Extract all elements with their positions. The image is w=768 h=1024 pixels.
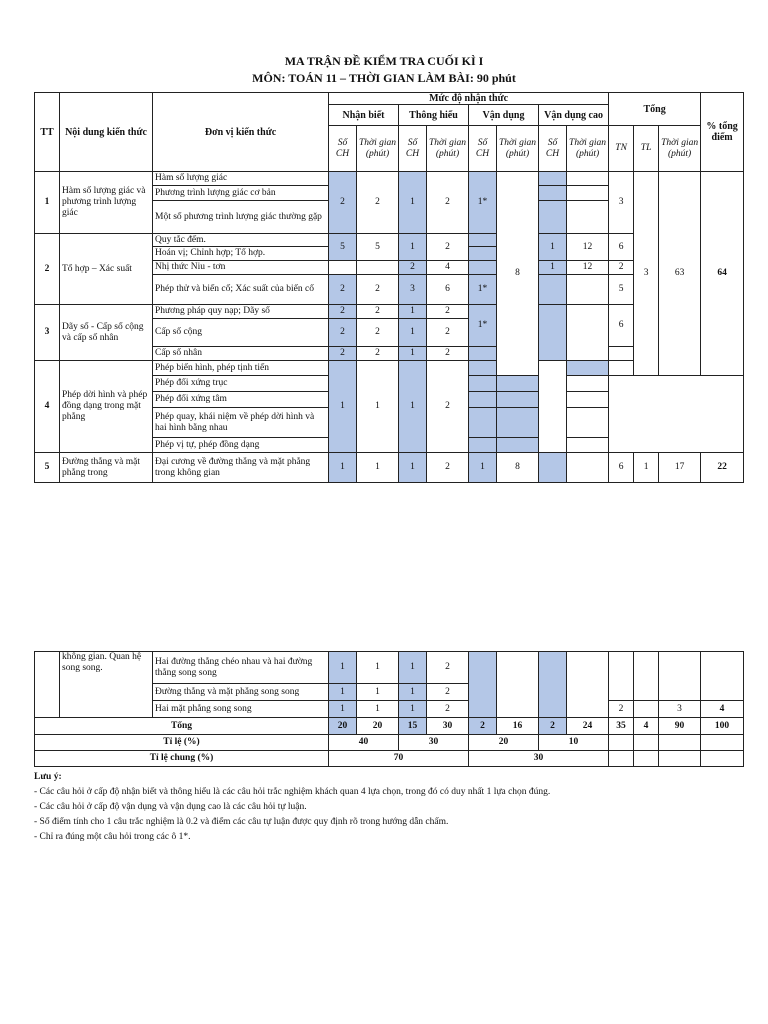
tong-thoi-gian: 17: [659, 453, 701, 483]
vd-so-ch: [469, 376, 497, 392]
topic-name: không gian. Quan hệ song song.: [60, 652, 153, 718]
vd-thoi-gian: 8: [497, 172, 539, 376]
ratio-general-label: Tỉ lệ chung (%): [35, 751, 329, 767]
ratio-empty: [609, 735, 634, 751]
total-tg: 90: [659, 718, 701, 735]
unit-name: Hai mặt phẳng song song: [153, 701, 329, 718]
tong-tn: 5: [609, 275, 634, 305]
vd-so-ch: [469, 438, 497, 453]
matrix-table: [34, 92, 744, 483]
nb-thoi-gian: 1: [357, 453, 399, 483]
unit-name: Phép thử và biến cố; Xác suất của biến cố: [153, 275, 329, 305]
note-item: - Chỉ ra đúng một câu hỏi trong các ô 1*.: [34, 832, 191, 842]
vd-thoi-gian: [609, 347, 634, 361]
vd-so-ch: [469, 408, 497, 438]
vdc-so-ch: [539, 275, 567, 305]
th-so-ch: 1: [399, 453, 427, 483]
vdc-thoi-gian: [567, 376, 609, 392]
nb-so-ch: 1: [329, 684, 357, 701]
tong-tn: 6: [609, 305, 634, 347]
header-content: Nội dung kiến thức: [60, 93, 153, 172]
vdc-thoi-gian: [567, 392, 609, 408]
nb-so-ch: 1: [329, 652, 357, 684]
total-label: Tổng: [35, 718, 329, 735]
nb-so-ch: 2: [329, 319, 357, 347]
tong-tl: 3: [634, 172, 659, 376]
note-item: - Các câu hỏi ở cấp độ nhận biết và thông hiểu là các câu hỏi trắc nghiệm khách quan 4 lựa chọn, trong đó có duy nhất 1 lựa chọn đúng.: [34, 787, 551, 797]
vd-so-ch: [469, 392, 497, 408]
page-subtitle: MÔN: TOÁN 11 – THỜI GIAN LÀM BÀI: 90 phút: [252, 71, 516, 85]
header-thoi-gian: Thời gian (phút): [427, 126, 469, 172]
vdc-so-ch: [539, 186, 567, 201]
matrix-table-continued: [34, 651, 744, 767]
vd-so-ch: 1*: [469, 275, 497, 305]
ratio-label: Tỉ lệ (%): [35, 735, 329, 751]
ratio-empty: [701, 751, 744, 767]
total-nb-ch: 20: [329, 718, 357, 735]
th-thoi-gian: 2: [427, 652, 469, 684]
topic-name: Hàm số lượng giác và phương trình lượng giác: [60, 172, 153, 234]
ratio-vdc: 10: [539, 735, 609, 751]
header-thoi-gian: Thời gian (phút): [567, 126, 609, 172]
notes-heading: Lưu ý:: [34, 772, 62, 782]
vd-thoi-gian: [497, 652, 539, 718]
nb-so-ch: 2: [329, 275, 357, 305]
th-thoi-gian: 2: [427, 453, 469, 483]
vd-so-ch: [469, 652, 497, 718]
th-thoi-gian: 4: [427, 261, 469, 275]
unit-name: Đường thẳng và mặt phẳng song song: [153, 684, 329, 701]
vdc-thoi-gian: [567, 652, 609, 718]
ratio-nb: 40: [329, 735, 399, 751]
topic-number: 5: [35, 453, 60, 483]
topic-number: 1: [35, 172, 60, 234]
nb-thoi-gian: 1: [357, 701, 399, 718]
page-title: MA TRẬN ĐỀ KIỂM TRA CUỐI KÌ I: [284, 54, 484, 68]
unit-name: Cấp số cộng: [153, 319, 329, 347]
pct-tong-diem: [701, 652, 744, 701]
header-level: Mức độ nhận thức: [329, 93, 609, 105]
topic-name: Đường thẳng và mặt phẳng trong: [60, 453, 153, 483]
header-so-ch: Số CH: [469, 126, 497, 172]
ratio-th: 30: [399, 735, 469, 751]
vdc-so-ch: [567, 361, 609, 376]
vdc-so-ch: 1: [539, 234, 567, 261]
ratio-general-a: 70: [329, 751, 469, 767]
vdc-thoi-gian: [567, 438, 609, 453]
th-thoi-gian: 2: [427, 234, 469, 261]
header-van-dung-cao: Vận dụng cao: [539, 105, 609, 126]
ratio-vd: 20: [469, 735, 539, 751]
tong-tl: [634, 701, 659, 718]
unit-name: Phép vị tự, phép đồng dạng: [153, 438, 329, 453]
vdc-so-ch: [497, 392, 539, 408]
tong-tn: 3: [609, 172, 634, 234]
unit-name: Phép đối xứng tâm: [153, 392, 329, 408]
ratio-empty: [701, 735, 744, 751]
ratio-empty: [659, 751, 701, 767]
tong-tn: 2: [609, 261, 634, 275]
vdc-so-ch: [497, 376, 539, 392]
th-so-ch: 1: [399, 361, 427, 453]
tong-tn: 6: [609, 234, 634, 261]
nb-thoi-gian: 2: [357, 172, 399, 234]
th-so-ch: 2: [399, 261, 427, 275]
th-so-ch: 1: [399, 684, 427, 701]
topic-name: Phép dời hình và phép đồng dạng trong mặt phẳng: [60, 361, 153, 453]
vdc-thoi-gian: [567, 305, 609, 361]
vd-so-ch: [469, 347, 497, 361]
unit-name: Hai đường thẳng chéo nhau và hai đường thẳng song song: [153, 652, 329, 684]
vdc-so-ch: 1: [539, 261, 567, 275]
unit-name: Hàm số lượng giác: [153, 172, 329, 186]
nb-thoi-gian: 2: [357, 305, 399, 319]
vd-so-ch: [469, 361, 497, 376]
ratio-general-b: 30: [469, 751, 609, 767]
th-so-ch: 1: [399, 652, 427, 684]
vd-so-ch: [469, 261, 497, 275]
header-tl: TL: [634, 126, 659, 172]
th-thoi-gian: 2: [427, 305, 469, 319]
vdc-so-ch: [497, 438, 539, 453]
header-nhan-biet: Nhận biết: [329, 105, 399, 126]
unit-name: Đại cương về đường thẳng và mặt phẳng trong không gian: [153, 453, 329, 483]
vdc-thoi-gian: [567, 453, 609, 483]
unit-name: Phép biến hình, phép tịnh tiến: [153, 361, 329, 376]
vdc-thoi-gian: [609, 361, 634, 376]
vdc-thoi-gian: [567, 186, 609, 201]
total-tl: 4: [634, 718, 659, 735]
header-unit: Đơn vị kiến thức: [153, 93, 329, 172]
nb-so-ch: 2: [329, 305, 357, 319]
th-so-ch: 1: [399, 701, 427, 718]
nb-thoi-gian: 1: [357, 684, 399, 701]
unit-name: Nhị thức Niu - tơn: [153, 261, 329, 275]
total-vdc-tg: 24: [567, 718, 609, 735]
nb-thoi-gian: 1: [357, 652, 399, 684]
th-thoi-gian: 2: [427, 701, 469, 718]
total-th-tg: 30: [427, 718, 469, 735]
th-thoi-gian: 2: [427, 347, 469, 361]
nb-so-ch: 1: [329, 453, 357, 483]
topic-number: 3: [35, 305, 60, 361]
nb-so-ch: 5: [329, 234, 357, 261]
header-tn: TN: [609, 126, 634, 172]
tong-thoi-gian: 63: [659, 172, 701, 376]
header-so-ch: Số CH: [329, 126, 357, 172]
vdc-thoi-gian: [567, 172, 609, 186]
header-so-ch: Số CH: [399, 126, 427, 172]
nb-thoi-gian: 2: [357, 275, 399, 305]
vdc-so-ch: [539, 305, 567, 361]
notes-section: [34, 770, 754, 845]
vd-so-ch: [469, 234, 497, 247]
total-tn: 35: [609, 718, 634, 735]
nb-thoi-gian: [357, 261, 399, 275]
topic-name: Tổ hợp – Xác suất: [60, 234, 153, 305]
unit-name: Một số phương trình lượng giác thường gặp: [153, 201, 329, 234]
ratio-empty: [634, 751, 659, 767]
vdc-thoi-gian: [567, 201, 609, 234]
topic-number: [35, 652, 60, 718]
nb-thoi-gian: 2: [357, 319, 399, 347]
tong-tl: [634, 652, 659, 701]
nb-so-ch: 2: [329, 172, 357, 234]
pct-tong-diem: 64: [701, 172, 744, 376]
header-so-ch: Số CH: [539, 126, 567, 172]
unit-name: Phép quay, khái niệm về phép dời hình và hai hình bằng nhau: [153, 408, 329, 438]
th-so-ch: 1: [399, 172, 427, 234]
note-item: - Số điểm tính cho 1 câu trắc nghiệm là 0.2 và điểm các câu tự luận được quy định rõ trong hướng dẫn chấm.: [34, 817, 449, 827]
th-so-ch: 1: [399, 347, 427, 361]
nb-so-ch: [329, 261, 357, 275]
nb-thoi-gian: 2: [357, 347, 399, 361]
vdc-so-ch: [497, 408, 539, 438]
nb-thoi-gian: 1: [357, 361, 399, 453]
header-tong-thoi-gian: Thời gian (phút): [659, 126, 701, 172]
nb-thoi-gian: 5: [357, 234, 399, 261]
vdc-thoi-gian: 12: [567, 261, 609, 275]
tong-tl: 1: [634, 453, 659, 483]
header-pct: % tổng điểm: [701, 93, 744, 172]
header-thong-hieu: Thông hiểu: [399, 105, 469, 126]
unit-name: Hoán vị; Chỉnh hợp; Tổ hợp.: [153, 247, 329, 261]
pct-tong-diem: 22: [701, 453, 744, 483]
vdc-thoi-gian: [567, 275, 609, 305]
unit-name: Phương pháp quy nạp; Dãy số: [153, 305, 329, 319]
header-tong: Tổng: [609, 93, 701, 126]
vdc-thoi-gian: [567, 408, 609, 438]
nb-so-ch: 2: [329, 347, 357, 361]
nb-so-ch: 1: [329, 361, 357, 453]
note-item: - Các câu hỏi ở cấp độ vận dụng và vận dụng cao là các câu hỏi tự luận.: [34, 802, 307, 812]
header-van-dung: Vận dụng: [469, 105, 539, 126]
th-thoi-gian: 6: [427, 275, 469, 305]
unit-name: Phép đối xứng trục: [153, 376, 329, 392]
total-vdc-ch: 2: [539, 718, 567, 735]
vd-thoi-gian: [539, 361, 567, 453]
vd-so-ch: [469, 247, 497, 261]
unit-name: Quy tắc đếm.: [153, 234, 329, 247]
total-vd-ch: 2: [469, 718, 497, 735]
total-nb-tg: 20: [357, 718, 399, 735]
unit-name: Cấp số nhân: [153, 347, 329, 361]
header-thoi-gian: Thời gian (phút): [497, 126, 539, 172]
header-tt: TT: [35, 93, 60, 172]
tong-tn: [609, 652, 634, 701]
vdc-thoi-gian: 12: [567, 234, 609, 261]
vdc-so-ch: [539, 201, 567, 234]
vd-so-ch: 1*: [469, 172, 497, 234]
th-thoi-gian: 2: [427, 684, 469, 701]
th-thoi-gian: 2: [427, 361, 469, 453]
tong-tn: 2: [609, 701, 634, 718]
th-so-ch: 1: [399, 234, 427, 261]
th-so-ch: 3: [399, 275, 427, 305]
topic-number: 4: [35, 361, 60, 453]
th-thoi-gian: 2: [427, 319, 469, 347]
total-th-ch: 15: [399, 718, 427, 735]
total-pct: 100: [701, 718, 744, 735]
total-vd-tg: 16: [497, 718, 539, 735]
tong-thoi-gian: [659, 652, 701, 701]
topic-name: Dãy số - Cấp số cộng và cấp số nhân: [60, 305, 153, 361]
nb-so-ch: 1: [329, 701, 357, 718]
pct-tong-diem: 4: [701, 701, 744, 718]
vdc-so-ch: [539, 172, 567, 186]
tong-thoi-gian: 3: [659, 701, 701, 718]
vd-thoi-gian: 8: [497, 453, 539, 483]
th-so-ch: 1: [399, 319, 427, 347]
unit-name: Phương trình lượng giác cơ bản: [153, 186, 329, 201]
vdc-so-ch: [539, 652, 567, 718]
th-so-ch: 1: [399, 305, 427, 319]
ratio-empty: [659, 735, 701, 751]
ratio-empty: [634, 735, 659, 751]
vdc-so-ch: [539, 453, 567, 483]
vd-so-ch: 1*: [469, 305, 497, 347]
th-thoi-gian: 2: [427, 172, 469, 234]
tong-tn: 6: [609, 453, 634, 483]
header-thoi-gian: Thời gian (phút): [357, 126, 399, 172]
vd-so-ch: 1: [469, 453, 497, 483]
ratio-empty: [609, 751, 634, 767]
topic-number: 2: [35, 234, 60, 305]
